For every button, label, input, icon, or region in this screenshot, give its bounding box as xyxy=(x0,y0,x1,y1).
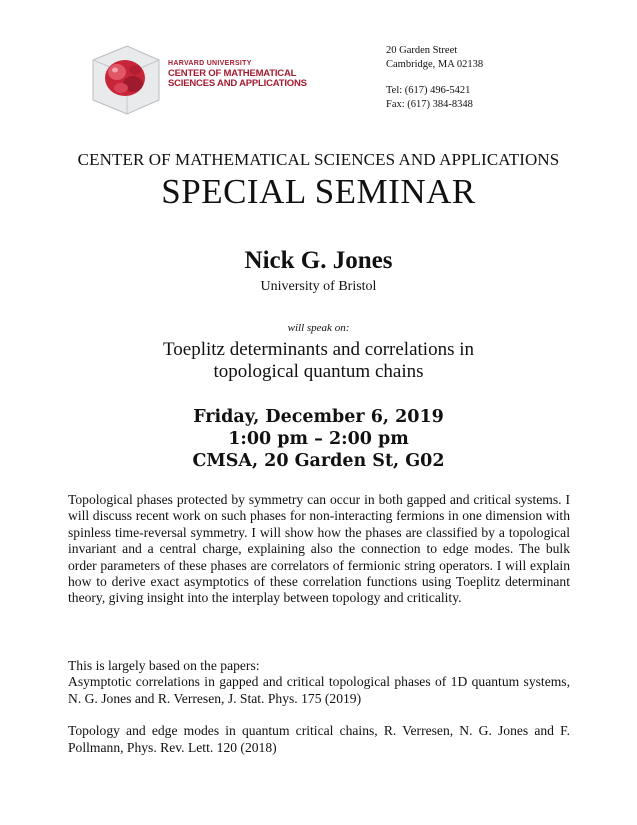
address-block xyxy=(386,44,483,111)
cmsa-logo xyxy=(85,40,385,120)
logo-line-sciences: SCIENCES AND APPLICATIONS xyxy=(168,78,307,89)
reference-item: Topology and edge modes in quantum critical chains, R. Verresen, N. G. Jones and F. Pollmann, Phys. Rev. Lett. 120 (2018) xyxy=(68,723,570,755)
references-block xyxy=(68,658,570,756)
department-heading: CENTER OF MATHEMATICAL SCIENCES AND APPLICATIONS xyxy=(77,150,560,169)
speaker-name: Nick G. Jones xyxy=(244,247,393,274)
talk-title-line: Toeplitz determinants and correlations in xyxy=(162,339,474,360)
abstract-text: Topological phases protected by symmetry can occur in both gapped and critical systems. I will discuss recent work on such phases for non-interacting fermions in one dimension with spinless time-reversal symmetry. I will show how the phases are classified by a topological invariant and a central charge, explaining also the connection to edge modes. The bulk order parameters of these phases are correlators of fermionic string operators. I will explain how to derive exact asymptotics of these correlation functions using Toeplitz determinant theory, giving insight into the interplay between topology and criticality. xyxy=(68,492,570,606)
seminar-location: CMSA, 20 Garden St, G02 xyxy=(192,451,445,471)
address-street: 20 Garden Street xyxy=(386,45,458,56)
seminar-time: 1:00 pm – 2:00 pm xyxy=(228,429,409,449)
talk-title-line: topological quantum chains xyxy=(213,361,424,382)
schedule-block xyxy=(0,406,637,472)
reference-item: Asymptotic correlations in gapped and critical topological phases of 1D quantum systems, N. G. Jones and R. Verresen, J. Stat. Phys. 175 (2019) xyxy=(68,674,570,706)
fax-number: Fax: (617) 384-8348 xyxy=(386,98,473,110)
address-city: Cambridge, MA 02138 xyxy=(386,58,484,70)
will-speak-on: will speak on: xyxy=(287,322,350,334)
logo-line-university: HARVARD UNIVERSITY xyxy=(168,60,252,67)
cube-logo-icon xyxy=(85,40,165,120)
speaker-affiliation: University of Bristol xyxy=(260,279,377,294)
logo-line-center: CENTER OF MATHEMATICAL xyxy=(168,68,297,79)
phone-number: Tel: (617) 496-5421 xyxy=(386,85,471,96)
talk-title xyxy=(0,339,637,383)
logo-wordmark xyxy=(168,56,307,89)
references-intro: This is largely based on the papers: xyxy=(68,658,260,673)
seminar-date: Friday, December 6, 2019 xyxy=(193,407,444,427)
seminar-title: SPECIAL SEMINAR xyxy=(161,172,476,211)
